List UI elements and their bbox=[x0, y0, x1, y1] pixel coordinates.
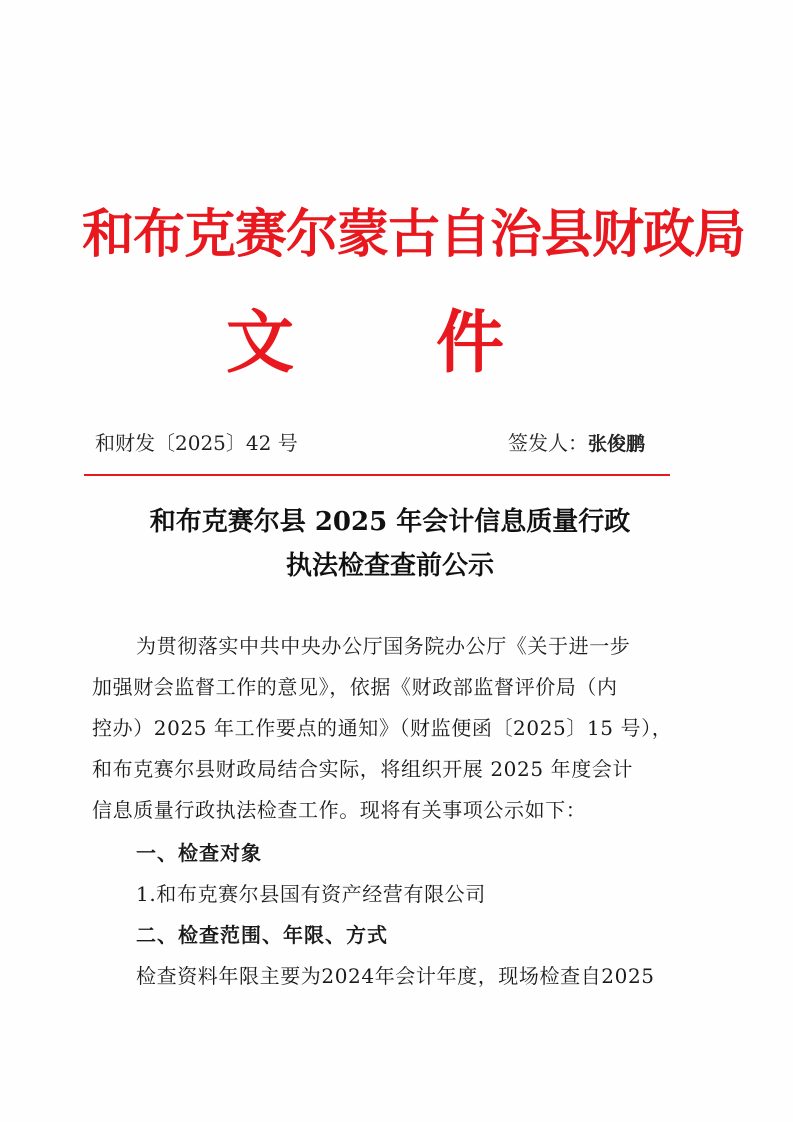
document-title bbox=[100, 500, 680, 588]
signer-label: 签发人： bbox=[508, 431, 588, 455]
section-2-heading: 二、检查范围、年限、方式 bbox=[136, 923, 388, 947]
red-divider-line bbox=[84, 474, 670, 476]
section-1-item-1: 1.和布克赛尔县国有资产经营有限公司 bbox=[136, 882, 486, 906]
intro-line: 信息质量行政执法检查工作。现将有关事项公示如下： bbox=[92, 798, 587, 822]
document-word-jian: 件 bbox=[436, 303, 505, 383]
issuer-name: 和布克赛尔蒙古自治县财政局 bbox=[82, 204, 746, 265]
intro-paragraph bbox=[92, 626, 692, 831]
intro-line: 加强财会监督工作的意见》，依据《财政部监督评价局（内 bbox=[92, 675, 618, 699]
document-word-wen: 文 bbox=[226, 303, 295, 383]
signer-name: 张俊鹏 bbox=[588, 433, 646, 455]
title-line-1: 和布克赛尔县 2025 年会计信息质量行政 bbox=[149, 507, 631, 537]
section-2-text: 检查资料年限主要为2024年会计年度，现场检查自2025 bbox=[136, 964, 655, 988]
section-1-heading: 一、检查对象 bbox=[136, 841, 262, 865]
intro-line: 控办）2025 年工作要点的通知》（财监便函〔2025〕15 号）， bbox=[92, 716, 673, 740]
title-line-2: 执法检查查前公示 bbox=[285, 551, 494, 581]
document-number: 和财发〔2025〕42 号 bbox=[95, 431, 298, 455]
intro-line: 为贯彻落实中共中央办公厅国务院办公厅《关于进一步 bbox=[136, 634, 631, 658]
signer bbox=[508, 428, 645, 459]
intro-line: 和布克赛尔县财政局结合实际，将组织开展 2025 年度会计 bbox=[92, 757, 634, 781]
